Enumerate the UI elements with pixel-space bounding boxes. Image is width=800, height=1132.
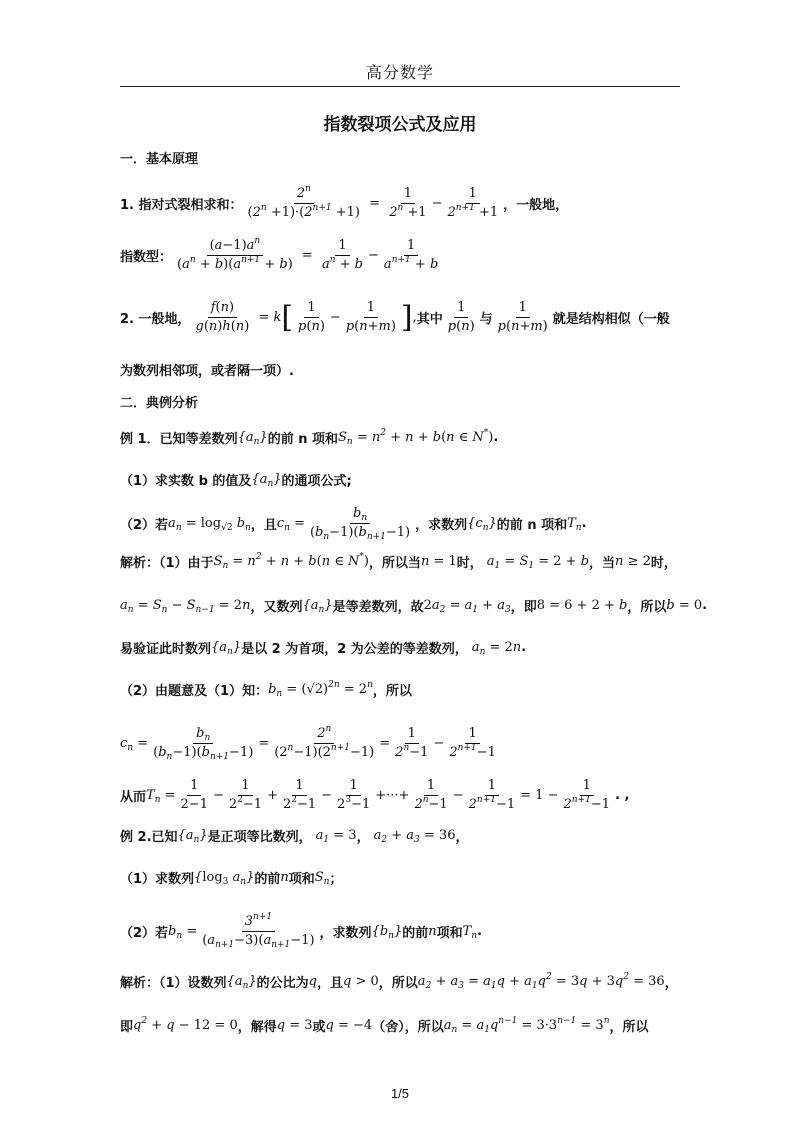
text-segment: 的前 [254,872,281,887]
document-title: 指数裂项公式及应用 [323,115,477,135]
section-heading-basics: 一．基本原理 [120,152,199,167]
text-segment: ，求数列 [319,926,372,941]
text-segment: 的公比为 [256,976,309,991]
text-segment: 项和 [436,926,463,941]
example-2-question-2: （2）若 $b_n$ = $\frac{3^{n+1}}{(a_{n+1}-3)(a_{n+1}-1)}$ ，求数列 $\{b_n\}$ 的前 n 项和 $T_n$ . [120,912,483,950]
text-segment: 时， [456,556,483,571]
solution-2-line-2: 即 $q^2 + q - 12 = 0$ ，解得 q = 3 或 q = −4 （舍），所以 $a_n = a_1q^{n-1} = 3\cdot 3^{n-1} = 3^n$ ，所以 [120,1016,649,1035]
formula-line-exponential: 指数型： $\frac{(a-1)a^n}{(a^n + b)(a^{n+1} + b)}$ = $\frac{1}{a^n + b}$ − $\frac{1}{a^{n+1} + b}$ [120,236,439,272]
text-segment: 的前 [402,926,429,941]
header-divider [120,86,680,87]
formula-line-2: 2. 一般地， $\frac{f(n)}{g(n)h(n)}$ = k [ $\frac{1}{p(n)}$ − $\frac{1}{p(n+m)}$ ] , 其中 $\frac{1}{p(n)}$ 与 $\frac{1}{p(n+m)}$ 就是结构相似（一般 [120,299,670,335]
text-segment: ，所以 [627,600,667,615]
solution-2-line-1: 解析：（1）设数列 $\{a_n\}$ 的公比为 q ，且 q > 0 ，所以 $a_2 + a_3 = a_1q + a_1q^2 = 3q + 3q^2 = 36$ ， [120,972,678,991]
text-segment: 1. 指对式裂相求和： [120,198,243,213]
solution-1-line-1: 解析：（1）由于 $S_n = n^2 + n + b(n$ ∈ N*) ，所以当 n = 1 时， $a_1 = S_1 = 2 + b$ ，当 n ≥ 2 时， [120,552,677,571]
solution-1-formula-cn: $c_n$ = $\frac{b_n}{(b_n-1)(b_{n+1}-1)}$ = $\frac{2^n}{(2^n-1)(2^{n+1}-1)}$ = $\frac{1}{2^n-1}$ − $\frac{1}{2^{n+1}-1}$ [120,724,496,762]
solution-1-formula-tn: 从而 $T_n$ = $\frac{1}{2-1}$ − $\frac{1}{2^2-1}$ + $\frac{1}{2^2-1}$ − $\frac{1}{2^3-1}$ +···+ $\frac{1}{2^n-1}$ − $\frac{1}{2^{n+1}-1}$ = 1 − $\frac{1}{2^{n+1}-1}$ . , [120,778,630,812]
formula-line-1: 1. 指对式裂相求和： $\frac{2^n}{(2^n +1)\cdot(2^{n+1} +1)}$ = $\frac{1}{2^n +1}$ − $\frac{1}{2^{n+1} +1}$ ，一般地， [120,184,569,220]
text-segment: 或 [312,1020,326,1035]
text-segment: 的前 n 项和 [267,432,338,447]
text-segment: ，又数列 [250,600,303,615]
text-segment: （2）若 [120,926,169,941]
example-1-statement: 例 1．已知等差数列 $\{a_n\}$ 的前 n 项和 $S_n = n^2 + n + b(n$ ∈ N*) . [120,428,499,447]
text-segment: 是等差数列，故 [332,600,424,615]
example-2-statement: 例 2.已知 $\{a_n\}$ 是正项等比数列， $a_1 = 3$ ， $a_2 + a_3 = 36$ ， [120,828,469,845]
text-segment: ，所以当 [368,556,421,571]
text-segment: ，求数列 [415,518,468,533]
page-header: 高分数学 [365,63,434,82]
text-segment: 解析：（1）由于 [120,556,214,571]
text-segment: 的通项公式; [281,474,352,489]
paragraph-continuation: 为数列相邻项，或者隔一项）. [120,364,294,379]
page-number: 1/5 [390,1086,410,1101]
text-segment: 项和 [288,872,315,887]
text-segment: 例 1．已知等差数列 [120,432,238,447]
text-segment: 即 [120,1020,134,1035]
text-segment: ，所以 [372,684,412,699]
section-heading-examples: 二．典例分析 [120,396,199,411]
example-1-question-2: （2）若 $a_n = \log_{√2} b_n$ ，且 $c_n$ = $\frac{b_n}{(b_n-1)(b_{n+1}-1)}$ ，求数列 $\{c_n\}$ 的前 n 项和 $T_n$ . [120,506,587,542]
text-segment: ，所以 [609,1020,649,1035]
text-segment: ，即 [510,600,537,615]
example-2-question-1: （1）求数列 {$\log_3$ $a_n$} 的前 n 项和 $S_n$ ； [120,870,343,887]
text-segment: ，解得 [237,1020,277,1035]
solution-1-line-3: 易验证此时数列 $\{a_n\}$ 是以 2 为首项，2 为公差的等差数列， $a_n = 2n$ . [120,640,527,657]
text-segment: 易验证此时数列 [120,642,212,657]
text-segment: 指数型： [120,250,173,265]
text-segment: ，当 [589,556,616,571]
example-1-question-1: （1）求实数 b 的值及 $\{a_n\}$ 的通项公式; [120,472,352,489]
text-segment: （2）若 [120,518,169,533]
text-segment: 其中 [416,312,443,327]
text-segment: ，且 [250,518,277,533]
text-segment: （2）由题意及（1）知： [120,684,269,699]
text-segment: 与 [479,312,493,327]
text-segment: 解析：（1）设数列 [120,976,227,991]
text-segment: ，所以 [378,976,418,991]
text-segment: 从而 [120,790,147,805]
text-segment: ，一般地， [503,198,569,213]
text-segment: （舍），所以 [372,1020,444,1035]
text-segment: 是正项等比数列， [207,830,312,845]
text-segment: 2. 一般地， [120,312,191,327]
text-segment: 的前 n 项和 [496,518,568,533]
text-segment: 例 2.已知 [120,830,178,845]
text-segment: ，且 [317,976,344,991]
text-segment: （1）求实数 b 的值及 [120,474,252,489]
text-segment: 时， [650,556,677,571]
text-segment: 就是结构相似（一般 [552,312,670,327]
text-segment: （1）求数列 [120,872,195,887]
solution-1-line-2: $a_n = S_n - S_{n-1} = 2n$ ，又数列 $\{a_n\}$ 是等差数列，故 $2a_2 = a_1 + a_3$ ，即 8 = 6 + 2 + b ，所以 b = 0 . [120,598,708,615]
solution-1-line-4: （2）由题意及（1）知： $b_n = (√2)^{2n} = 2^n$ ，所以 [120,680,412,699]
text-segment: 是以 2 为首项，2 为公差的等差数列， [241,642,468,657]
